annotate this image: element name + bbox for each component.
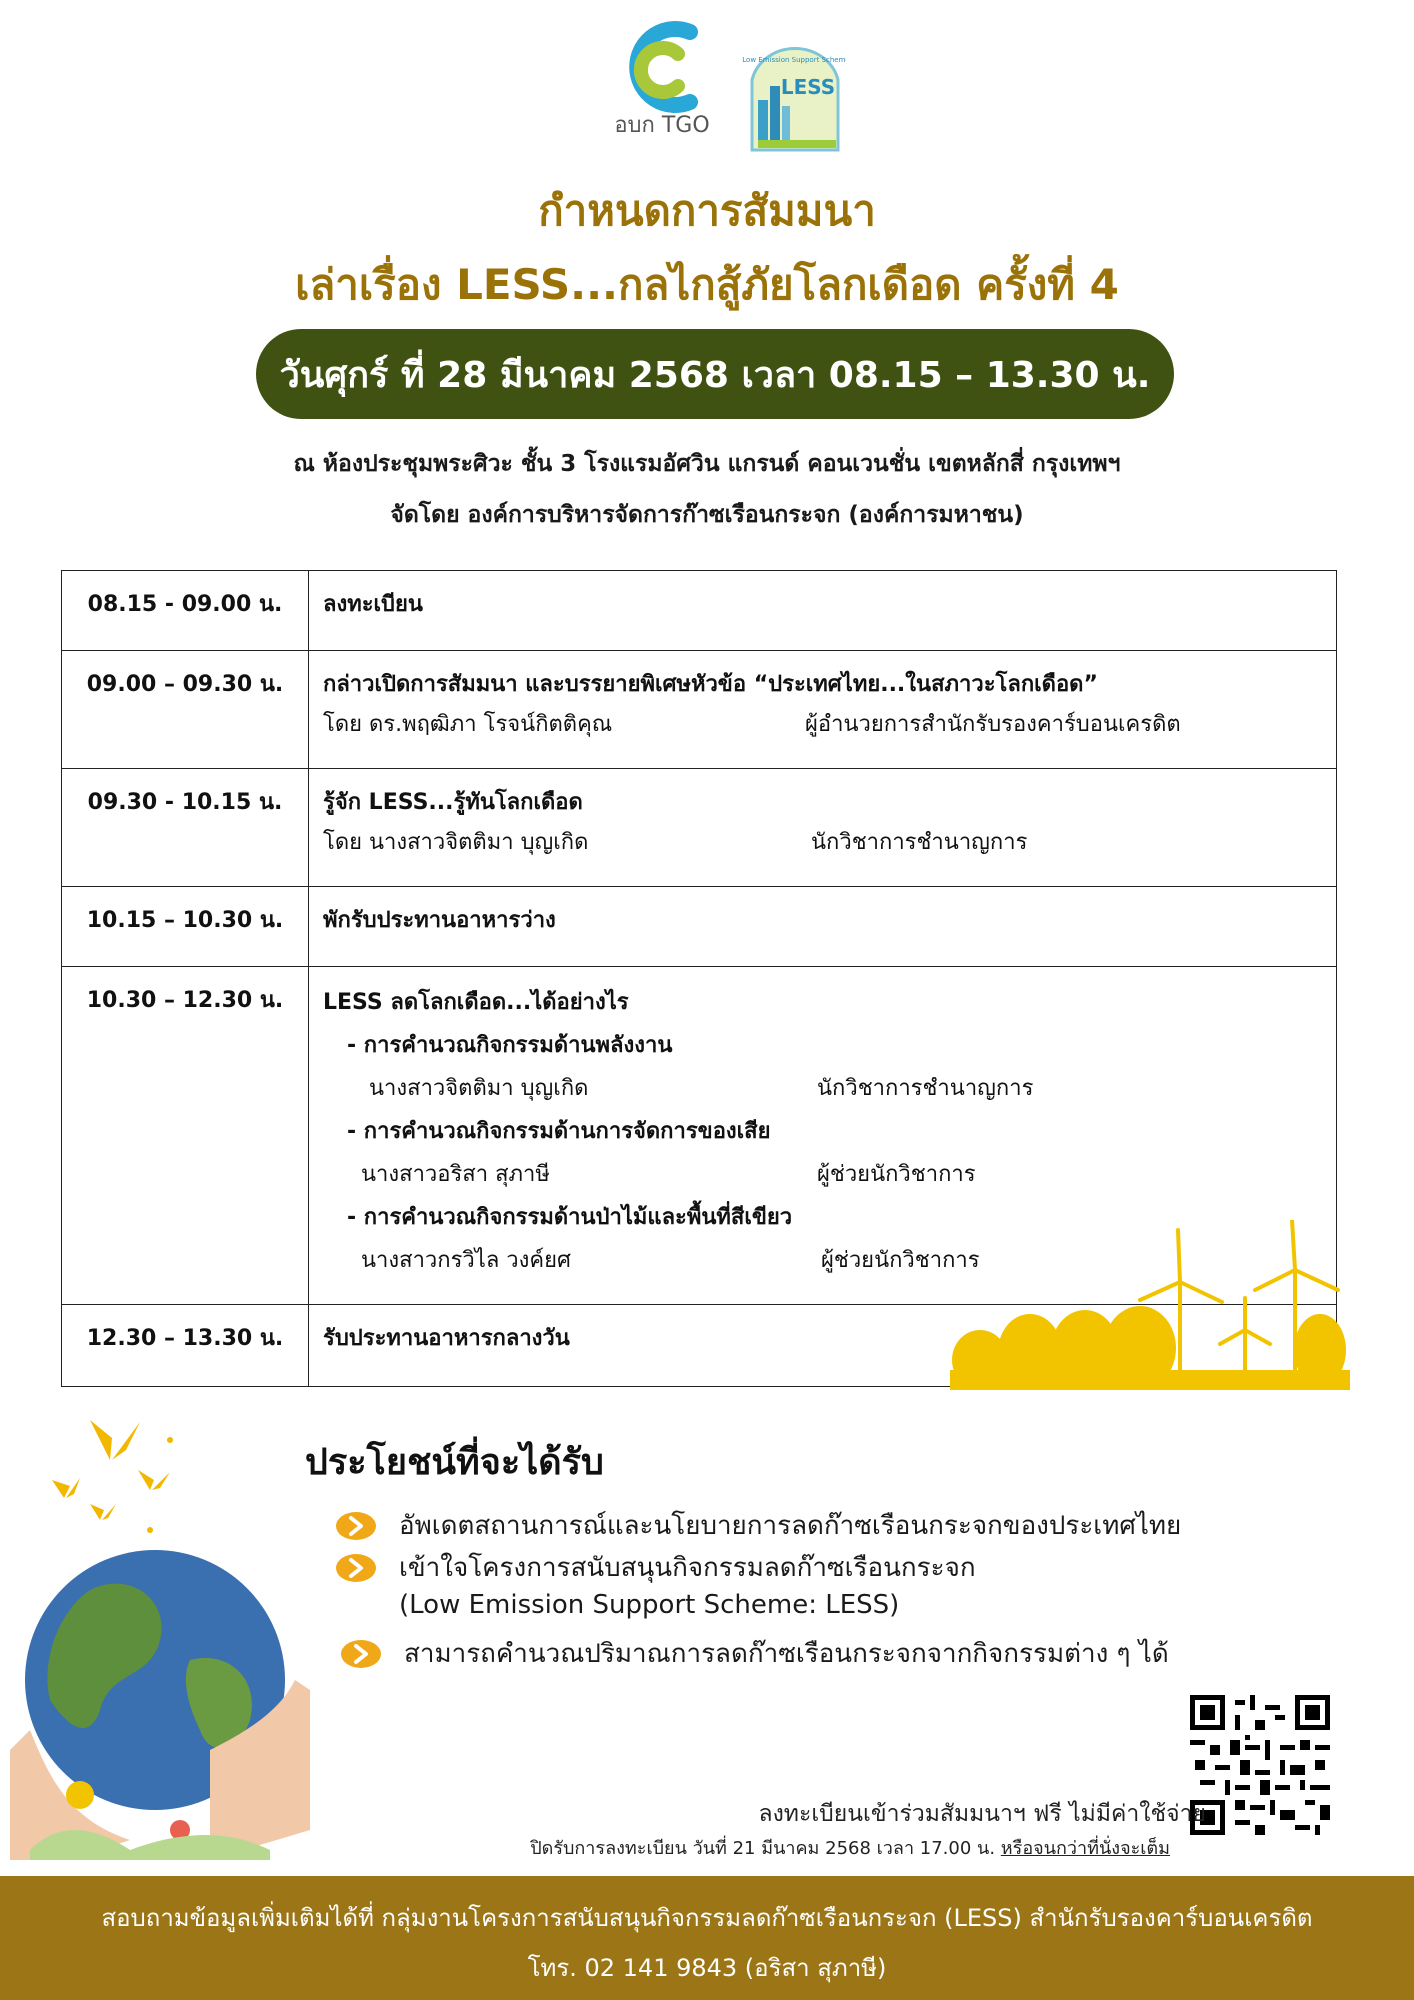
tgo-logo-thai: อบก TGO xyxy=(614,113,710,138)
table-row xyxy=(62,651,1337,769)
chevron-right-circle-icon xyxy=(335,1511,377,1541)
registration-until-full: หรือจนกว่าที่นั่งจะเต็ม xyxy=(1000,1838,1170,1859)
butterflies-illustration xyxy=(50,1420,200,1540)
date-banner xyxy=(256,329,1174,419)
page-title-line2: เล่าเรื่อง LESS...กลไกสู้ภัยโลกเดือด ครั้งที่ 4 xyxy=(295,260,1119,309)
agenda-title: พักรับประทานอาหารว่าง xyxy=(323,908,556,933)
agenda-time: 10.30 – 12.30 น. xyxy=(62,967,309,1305)
agenda-title: ลงทะเบียน xyxy=(323,592,423,617)
speaker-position: ผู้ช่วยนักวิชาการ xyxy=(821,1248,980,1273)
organizer-text: จัดโดย องค์การบริหารจัดการก๊าซเรือนกระจก (องค์การมหาชน) xyxy=(390,502,1024,528)
agenda-title: กล่าวเปิดการสัมมนา และบรรยายพิเศษหัวข้อ “ประเทศไทย...ในสภาวะโลกเดือด” xyxy=(323,672,1098,697)
benefit-text: (Low Emission Support Scheme: LESS) xyxy=(399,1590,900,1620)
agenda-time: 09.30 - 10.15 น. xyxy=(62,769,309,887)
globe-hands-illustration xyxy=(10,1530,310,1860)
benefit-item xyxy=(335,1547,976,1588)
agenda-topic: - การคำนวณกิจกรรมด้านการจัดการของเสีย xyxy=(347,1119,771,1144)
speaker-name: โดย ดร.พฤฒิภา โรจน์กิตติคุณ xyxy=(323,712,613,737)
speaker-position: นักวิชาการชำนาญการ xyxy=(817,1076,1034,1101)
speaker-position: ผู้อำนวยการสำนักรับรองคาร์บอนเครดิต xyxy=(805,712,1181,737)
speaker-name: นางสาวจิตติมา บุญเกิด xyxy=(369,1076,589,1101)
benefits-title: ประโยชน์ที่จะได้รับ xyxy=(305,1442,604,1483)
agenda-time: 10.15 – 10.30 น. xyxy=(62,887,309,967)
registration-free-text: ลงทะเบียนเข้าร่วมสัมมนาฯ ฟรี ไม่มีค่าใช้จ่าย xyxy=(758,1801,1206,1827)
agenda-time: 08.15 - 09.00 น. xyxy=(62,571,309,651)
agenda-topic: - การคำนวณกิจกรรมด้านป่าไม้และพื้นที่สีเขียว xyxy=(347,1205,793,1230)
agenda-item xyxy=(309,571,1337,651)
agenda-speaker-row xyxy=(323,823,1322,863)
registration-close-text xyxy=(530,1833,1170,1862)
benefit-text: เข้าใจโครงการสนับสนุนกิจกรรมลดก๊าซเรือนกระจก xyxy=(399,1553,976,1583)
speaker-name: โดย นางสาวจิตติมา บุญเกิด xyxy=(323,830,589,855)
benefit-text: สามารถคำนวณปริมาณการลดก๊าซเรือนกระจกจากกิจกรรมต่าง ๆ ได้ xyxy=(404,1639,1169,1669)
table-row xyxy=(62,571,1337,651)
benefit-item xyxy=(335,1505,1181,1546)
agenda-title: รับประทานอาหารกลางวัน xyxy=(323,1326,570,1351)
date-text: วันศุกร์ ที่ 28 มีนาคม 2568 เวลา 08.15 – 13.30 น. xyxy=(279,354,1151,396)
less-logo-text: LESS xyxy=(780,75,836,99)
tgo-logo xyxy=(612,10,712,160)
less-logo xyxy=(738,40,846,158)
benefit-subtext xyxy=(399,1590,899,1620)
qr-code-icon[interactable] xyxy=(1190,1695,1330,1835)
speaker-name: นางสาวอริสา สุภาษี xyxy=(361,1162,550,1187)
agenda-title: รู้จัก LESS...รู้ทันโลกเดือด xyxy=(323,790,583,815)
trees-windmills-illustration xyxy=(950,1220,1350,1390)
chevron-right-circle-icon xyxy=(335,1553,377,1583)
benefit-item xyxy=(340,1633,1169,1674)
page-title-line1: กำหนดการสัมมนา xyxy=(538,186,876,235)
agenda-speaker-row xyxy=(323,1153,1322,1196)
footer-contact-text: สอบถามข้อมูลเพิ่มเติมได้ที่ กลุ่มงานโครงการสนับสนุนกิจกรรมลดก๊าซเรือนกระจก (LESS) สำนักรับรองคาร์บอนเครดิต xyxy=(101,1904,1313,1932)
less-logo-arc-text: Low Emission Support Scheme xyxy=(742,56,846,64)
table-row xyxy=(62,887,1337,967)
speaker-position: ผู้ช่วยนักวิชาการ xyxy=(817,1162,976,1187)
agenda-title: LESS ลดโลกเดือด...ได้อย่างไร xyxy=(323,990,629,1015)
agenda-item xyxy=(309,769,1337,887)
speaker-name: นางสาวกรวิไล วงค์ยศ xyxy=(361,1248,571,1273)
chevron-right-circle-icon xyxy=(340,1639,382,1669)
agenda-speaker-row xyxy=(323,705,1322,745)
agenda-time: 09.00 – 09.30 น. xyxy=(62,651,309,769)
venue-text: ณ ห้องประชุมพระศิวะ ชั้น 3 โรงแรมอัศวิน แกรนด์ คอนเวนชั่น เขตหลักสี่ กรุงเทพฯ xyxy=(293,451,1121,477)
agenda-item xyxy=(309,651,1337,769)
footer-phone-text: โทร. 02 141 9843 (อริสา สุภาษี) xyxy=(527,1954,887,1982)
agenda-time: 12.30 – 13.30 น. xyxy=(62,1305,309,1387)
benefit-text: อัพเดตสถานการณ์และนโยบายการลดก๊าซเรือนกระจกของประเทศไทย xyxy=(399,1511,1182,1541)
speaker-position: นักวิชาการชำนาญการ xyxy=(811,830,1028,855)
table-row xyxy=(62,769,1337,887)
registration-deadline: ปิดรับการลงทะเบียน วันที่ 21 มีนาคม 2568 เวลา 17.00 น. xyxy=(530,1838,996,1859)
agenda-speaker-row xyxy=(323,1067,1322,1110)
agenda-topic: - การคำนวณกิจกรรมด้านพลังงาน xyxy=(347,1033,673,1058)
contact-footer xyxy=(0,1876,1414,2000)
agenda-item xyxy=(309,887,1337,967)
